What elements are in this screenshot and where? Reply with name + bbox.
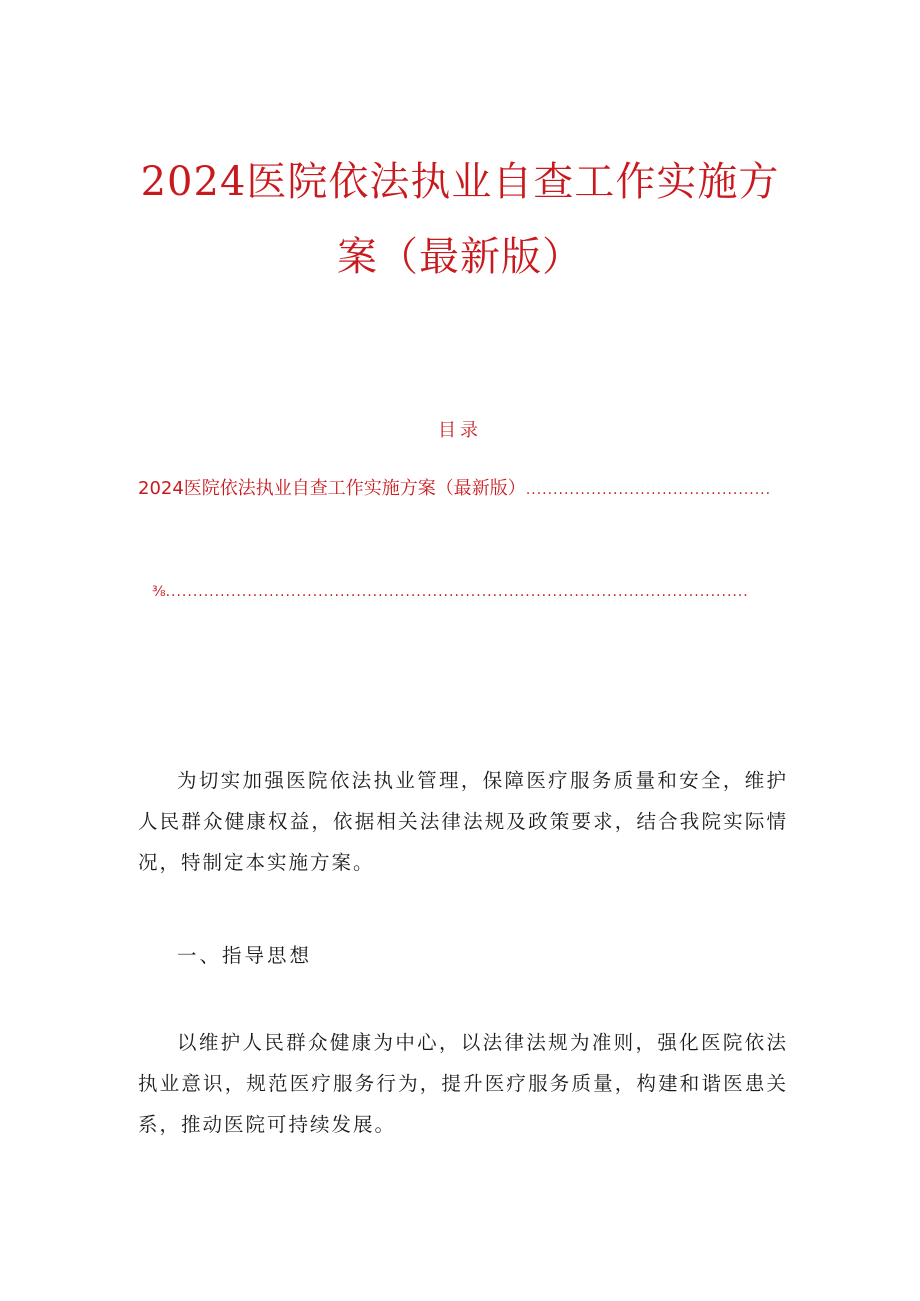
guiding-ideology-paragraph: 以维护人民群众健康为中心，以法律法规为准则，强化医院依法执业意识，规范医疗服务行为，提升医疗服务质量，构建和谐医患关系，推动医院可持续发展。 xyxy=(138,1031,788,1136)
toc-entry[interactable] xyxy=(138,474,772,500)
section-heading-guiding-ideology: 一、指导思想 xyxy=(177,944,313,967)
document-title-line-1: 2024医院依法执业自查工作实施方 xyxy=(140,159,780,205)
toc-entry-text: 2024医院依法执业自查工作实施方案（最新版） xyxy=(138,478,526,499)
toc-entry-text: ⅜ xyxy=(152,584,166,600)
toc-entry[interactable] xyxy=(152,584,749,600)
toc-leader-dots: ........................................................................................................... xyxy=(165,584,749,600)
document-title-line-2: 案（最新版） xyxy=(337,234,583,280)
toc-heading: 目录 xyxy=(438,420,482,441)
toc-leader-dots: ............................................. xyxy=(525,482,772,498)
intro-paragraph: 为切实加强医院依法执业管理，保障医疗服务质量和安全，维护人民群众健康权益，依据相关法律法规及政策要求，结合我院实际情况，特制定本实施方案。 xyxy=(138,769,788,874)
